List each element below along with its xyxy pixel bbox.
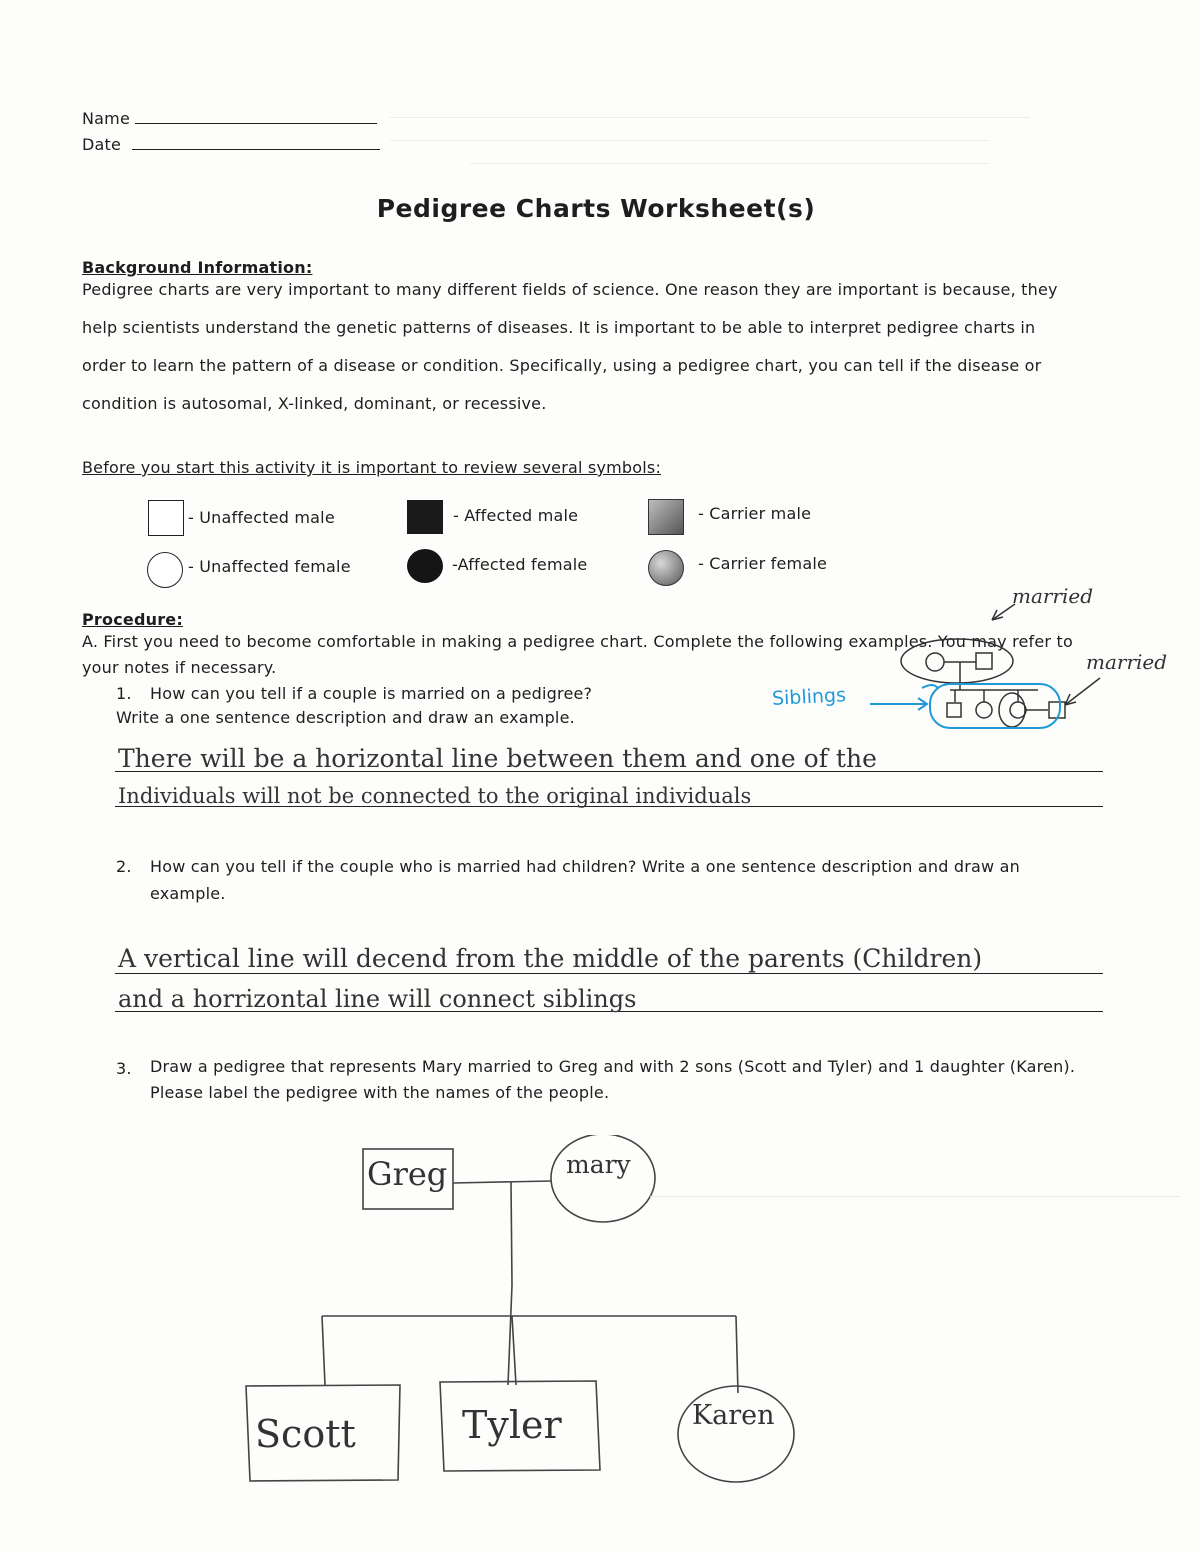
procedure-intro-line1: A. First you need to become comfortable in making a pedigree chart. Complete the following examples. You may refer to — [82, 632, 1073, 651]
carrier-female-icon — [648, 550, 684, 586]
page-title: Pedigree Charts Worksheet(s) — [376, 194, 816, 223]
bleed-through-text — [390, 105, 1050, 164]
affected-male-label: - Affected male — [453, 506, 579, 525]
bleed-through-line — [650, 1196, 1180, 1197]
q2-line2: example. — [150, 884, 226, 903]
symbols-heading: Before you start this activity it is important to review several symbols: — [82, 458, 662, 477]
name-field[interactable] — [135, 123, 377, 124]
background-line: Pedigree charts are very important to many different fields of science. One reason they are important is because, they — [82, 280, 1058, 299]
unaffected-female-label: - Unaffected female — [188, 557, 351, 576]
background-heading: Background Information: — [82, 258, 313, 277]
q1-answer-text: There will be a horizontal line between them and one of the — [118, 744, 877, 773]
siblings-annotation: Siblings — [771, 684, 847, 710]
q3-line2: Please label the pedigree with the names of the people. — [150, 1083, 610, 1102]
q3-line1: Draw a pedigree that represents Mary married to Greg and with 2 sons (Scott and Tyler) and 1 daughter (Karen). — [150, 1057, 1076, 1076]
q1-line2: Write a one sentence description and draw an example. — [116, 708, 575, 727]
carrier-male-label: - Carrier male — [698, 504, 812, 523]
q2-answer-text: A vertical line will decend from the middle of the parents (Children) — [118, 944, 983, 973]
carrier-male-icon — [648, 499, 684, 535]
q1-answer-text: Individuals will not be connected to the original individuals — [118, 784, 752, 808]
q1-line1: How can you tell if a couple is married on a pedigree? — [150, 684, 593, 703]
affected-male-icon — [407, 500, 443, 534]
q2-answer-text: and a horrizontal line will connect siblings — [118, 985, 637, 1013]
background-line: condition is autosomal, X-linked, dominant, or recessive. — [82, 394, 547, 413]
background-paragraph — [82, 280, 1112, 432]
procedure-heading: Procedure: — [82, 610, 183, 629]
q1-number: 1. — [116, 684, 132, 703]
name-label: Name — [82, 109, 131, 128]
son-scott-name: Scott — [255, 1412, 356, 1456]
affected-female-label: -Affected female — [452, 555, 588, 574]
married-annotation-top: married — [1012, 584, 1094, 608]
daughter-karen-name: Karen — [692, 1400, 775, 1431]
father-name: Greg — [367, 1155, 448, 1193]
q2-line1: How can you tell if the couple who is married had children? Write a one sentence description and draw an — [150, 857, 1020, 876]
mother-name: mary — [566, 1150, 631, 1179]
unaffected-male-icon — [148, 500, 184, 536]
carrier-female-label: - Carrier female — [698, 554, 828, 573]
background-line: help scientists understand the genetic patterns of diseases. It is important to be able to interpret pedigree charts in — [82, 318, 1036, 337]
affected-female-icon — [407, 549, 443, 583]
date-label: Date — [82, 135, 122, 154]
married-annotation-right: married — [1086, 650, 1168, 674]
procedure-intro-line2: your notes if necessary. — [82, 658, 277, 677]
q2-number: 2. — [116, 857, 132, 876]
unaffected-female-icon — [147, 552, 183, 588]
son-tyler-name: Tyler — [462, 1403, 562, 1447]
q2-answer-line — [115, 973, 1103, 974]
date-field[interactable] — [132, 149, 380, 150]
unaffected-male-label: - Unaffected male — [188, 508, 335, 527]
q3-number: 3. — [116, 1059, 132, 1078]
background-line: order to learn the pattern of a disease or condition. Specifically, using a pedigree chart, you can tell if the disease or — [82, 356, 1042, 375]
